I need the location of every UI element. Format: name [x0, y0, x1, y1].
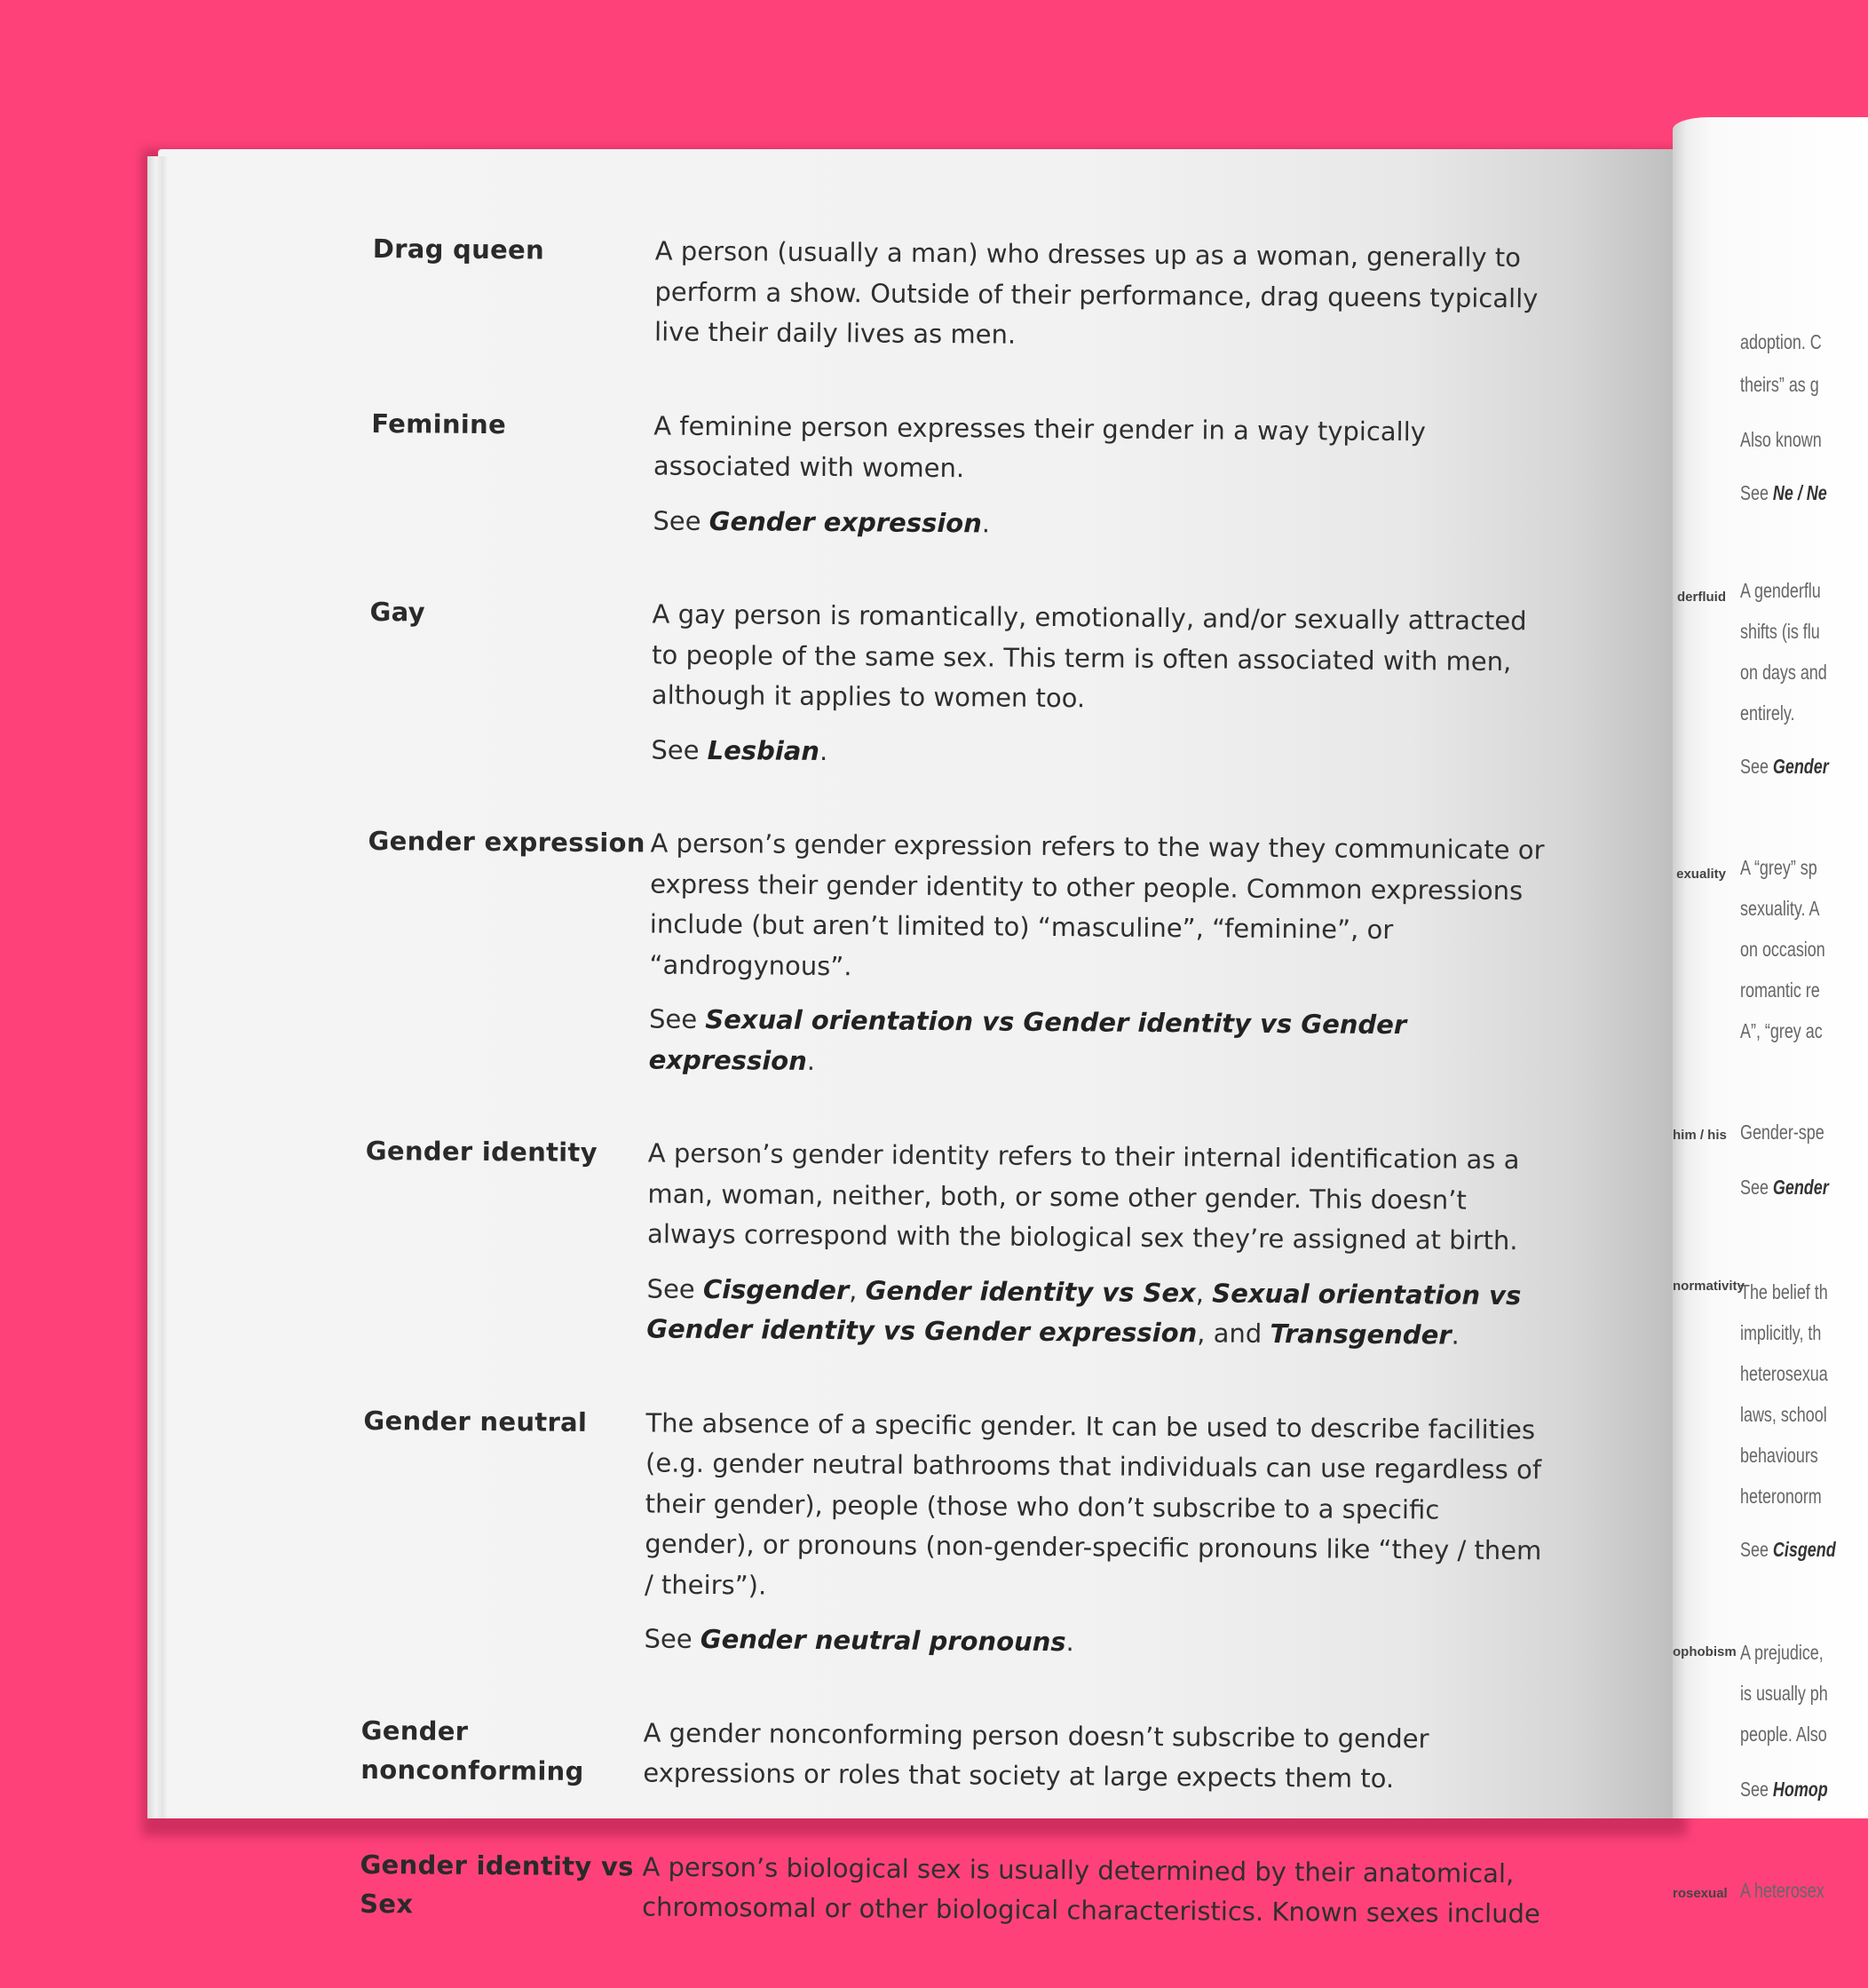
see-reference[interactable]: Lesbian — [707, 734, 820, 766]
glossary-definition — [644, 1403, 1553, 1667]
facing-page-line — [1740, 428, 1822, 452]
definition-paragraph: A person (usually a man) who dresses up as a woman, generally to perform a show. Outside of their performance, drag queens typically live their daily lives as men. — [653, 235, 1539, 350]
facing-page-text: shifts (is flu — [1740, 620, 1820, 643]
see-reference[interactable]: Gender expression — [708, 505, 982, 538]
facing-page-reference: Gender — [1772, 1176, 1829, 1199]
facing-page-line — [1740, 579, 1821, 603]
right-page — [1673, 117, 1868, 1902]
facing-page-line — [1740, 701, 1794, 725]
see-suffix: . — [1065, 1627, 1074, 1658]
facing-page-text: A prejudice, — [1740, 1641, 1824, 1664]
glossary-definition — [643, 1713, 1551, 1801]
facing-page-text: sexuality. A — [1740, 897, 1820, 920]
facing-page-text: The belief th — [1740, 1280, 1828, 1303]
facing-page-text: A”, “grey ac — [1740, 1019, 1823, 1042]
facing-page-reference: Gender — [1772, 755, 1829, 778]
glossary-definition — [651, 594, 1560, 777]
facing-page-line — [1740, 1362, 1828, 1386]
page-edges — [147, 156, 169, 1818]
glossary-term: Gender nonconforming — [360, 1715, 584, 1786]
facing-page-line — [1740, 1682, 1828, 1706]
facing-page-text: Gender-spe — [1740, 1121, 1824, 1144]
facing-page-line — [1740, 330, 1822, 354]
see-suffix: . — [1451, 1319, 1460, 1350]
facing-page-line — [1740, 978, 1820, 1002]
glossary-entry — [364, 1131, 1555, 1357]
see-prefix: See — [651, 733, 708, 765]
see-also — [648, 999, 1556, 1087]
glossary-entry — [370, 403, 1561, 548]
facing-page-text: See — [1740, 1778, 1773, 1801]
glossary-term: Gender expression — [368, 825, 645, 859]
facing-page-reference: Homop — [1772, 1778, 1828, 1801]
facing-page-term: exuality — [1676, 867, 1726, 882]
see-suffix: . — [819, 735, 828, 766]
glossary-term: Gender neutral — [363, 1405, 588, 1438]
see-reference[interactable]: Sexual orientation vs Gender identity vs Gender expression — [648, 1003, 1407, 1076]
facing-page-text: laws, school — [1740, 1403, 1827, 1426]
glossary-entry — [366, 821, 1557, 1088]
facing-page-line — [1740, 1019, 1823, 1043]
facing-page-line — [1740, 1778, 1828, 1802]
definition-paragraph: The absence of a specific gender. It can be used to describe facilities (e.g. gender neutral bathrooms that individuals can use regardless of their gender), people (those who don’t subscribe to a specific gender), or pronouns (non-gender-specific pronouns like “they / them / theirs”). — [644, 1406, 1542, 1601]
see-prefix: See — [653, 504, 709, 536]
facing-page-term: normativity — [1673, 1279, 1745, 1294]
glossary-entry — [368, 592, 1560, 778]
facing-page-reference: Ne / Ne — [1772, 481, 1827, 504]
see-separator: , — [849, 1274, 866, 1305]
see-reference[interactable]: Sexual orientation vs Gender identity vs Gender expression — [646, 1277, 1522, 1349]
glossary-definition — [654, 231, 1563, 360]
facing-page-text: is usually ph — [1740, 1682, 1828, 1705]
facing-page-text: See — [1740, 1176, 1773, 1199]
definition-paragraph: A person’s biological sex is usually determined by their anatomical, chromosomal or other biological characteristics. Known sexes include — [642, 1850, 1540, 1929]
facing-page-term: ophobism — [1673, 1644, 1737, 1659]
see-reference[interactable]: Cisgender — [702, 1273, 850, 1305]
glossary-term: Feminine — [371, 408, 507, 440]
see-suffix: . — [806, 1045, 816, 1076]
facing-page-text: adoption. C — [1740, 330, 1822, 353]
facing-page-text: A genderflu — [1740, 579, 1821, 602]
see-also — [653, 501, 1560, 549]
see-reference[interactable]: Gender neutral pronouns — [700, 1623, 1066, 1658]
facing-page-line — [1740, 1641, 1824, 1665]
facing-page-reference: Cisgend — [1772, 1538, 1836, 1561]
glossary-definition — [646, 1133, 1555, 1357]
facing-page-term: derfluid — [1677, 590, 1726, 605]
glossary — [360, 229, 1563, 1988]
facing-page-line — [1740, 373, 1819, 397]
facing-page-line — [1740, 1444, 1818, 1468]
glossary-definition — [648, 823, 1557, 1087]
facing-page-line — [1740, 661, 1827, 685]
glossary-term: Gender identity — [365, 1135, 598, 1168]
facing-page-text: on occasion — [1740, 938, 1825, 961]
facing-page-text: A heterosex — [1740, 1879, 1824, 1902]
see-suffix: . — [981, 507, 991, 538]
see-also — [644, 1619, 1551, 1667]
facing-page-text: theirs” as g — [1740, 373, 1819, 396]
facing-page-text: romantic re — [1740, 978, 1820, 1002]
facing-page-text: implicitly, th — [1740, 1321, 1822, 1344]
facing-page-text: See — [1740, 1538, 1773, 1561]
facing-page-line — [1740, 1280, 1828, 1304]
facing-page-text: heteronorm — [1740, 1485, 1822, 1508]
facing-page-line — [1740, 897, 1819, 921]
see-prefix: See — [646, 1272, 704, 1304]
glossary-definition — [653, 406, 1561, 549]
facing-page-text: heterosexua — [1740, 1362, 1828, 1385]
glossary-term: Drag queen — [372, 233, 545, 265]
facing-page-text: See — [1740, 481, 1773, 504]
see-separator: , and — [1197, 1318, 1270, 1349]
definition-paragraph: A person’s gender expression refers to the way they communicate or express their gender identity to other people. Common expressions include (but aren’t limited to) “masculine”, “feminine”, or “androgynous”. — [649, 828, 1545, 981]
facing-page-text: behaviours — [1740, 1444, 1818, 1467]
see-also — [651, 730, 1558, 778]
see-separator: , — [1195, 1277, 1213, 1308]
definition-paragraph: A feminine person expresses their gender in a way typically associated with women. — [653, 409, 1427, 484]
facing-page-text: See — [1740, 755, 1773, 778]
definition-paragraph: A person’s gender identity refers to their internal identification as a man, woman, neither, both, or some other gender. This doesn’t always correspond with the biological sex they’re assigned at birth. — [646, 1137, 1520, 1256]
facing-page-line — [1740, 856, 1817, 880]
facing-page-line — [1740, 1538, 1836, 1562]
glossary-entry — [361, 1400, 1553, 1667]
right-page-column — [1673, 117, 1868, 1902]
glossary-definition — [642, 1847, 1550, 1935]
facing-page-line — [1740, 1879, 1824, 1903]
facing-page-line — [1740, 1176, 1829, 1200]
see-also — [646, 1269, 1555, 1357]
see-reference[interactable]: Transgender — [1270, 1318, 1452, 1350]
facing-page-text: people. Also — [1740, 1723, 1827, 1746]
definition-paragraph: A gender nonconforming person doesn’t subscribe to gender expressions or roles that society at large expects them to. — [643, 1716, 1429, 1794]
glossary-entry — [360, 1844, 1550, 1935]
glossary-term: Gender identity vs Sex — [360, 1849, 634, 1919]
facing-page-line — [1740, 1485, 1822, 1509]
facing-page-text: on days and — [1740, 661, 1827, 684]
facing-page-line — [1740, 620, 1820, 644]
facing-page-line — [1740, 481, 1827, 505]
see-prefix: See — [648, 1003, 706, 1034]
definition-paragraph: A gay person is romantically, emotionally, and/or sexually attracted to people of the same sex. This term is often associated with men, although it applies to women too. — [651, 598, 1527, 714]
facing-page-term: rosexual — [1673, 1886, 1728, 1901]
see-prefix: See — [644, 1623, 700, 1654]
glossary-entry — [360, 1710, 1551, 1801]
glossary-term: Gay — [369, 596, 426, 628]
see-reference[interactable]: Gender identity vs Sex — [865, 1274, 1196, 1308]
facing-page-line — [1740, 938, 1825, 962]
facing-page-text: entirely. — [1740, 701, 1795, 725]
facing-page-text: A “grey” sp — [1740, 856, 1817, 879]
glossary-entry — [372, 229, 1563, 360]
facing-page-line — [1740, 755, 1829, 779]
facing-page-line — [1740, 1403, 1827, 1427]
facing-page-line — [1740, 1121, 1824, 1144]
facing-page-line — [1740, 1321, 1821, 1345]
facing-page-line — [1740, 1723, 1827, 1746]
facing-page-term: him / his — [1673, 1128, 1727, 1143]
facing-page-text: Also known — [1740, 428, 1822, 451]
